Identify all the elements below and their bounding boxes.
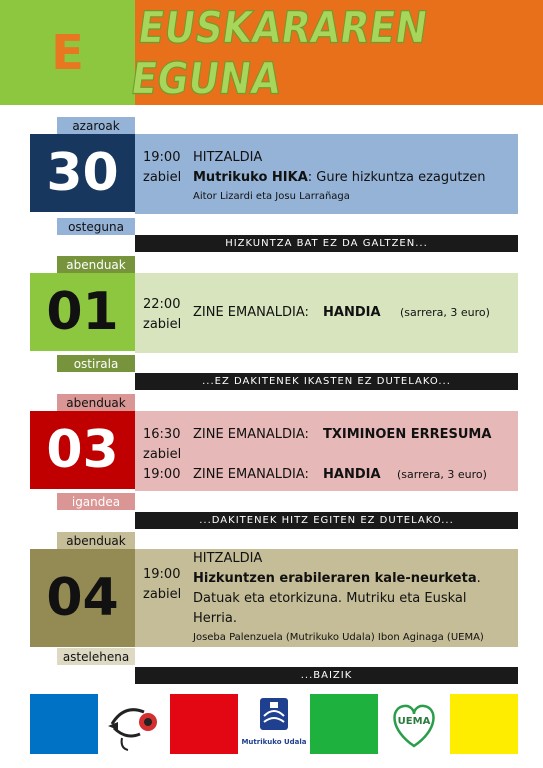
event-price: (sarrera, 3 euro) (397, 468, 487, 481)
slogan-bar: HIZKUNTZA BAT EZ DA GALTZEN... (135, 235, 518, 252)
slogan-bar: ...BAIZIK (135, 667, 518, 684)
event-panel (135, 549, 518, 647)
event-day: 04 (30, 549, 135, 647)
event-type: HITZALDIA (193, 551, 263, 566)
event-type: ZINE EMANALDIA: (193, 305, 309, 320)
event-title (193, 571, 481, 586)
event-place: zabiel (143, 447, 182, 462)
event-day: 30 (30, 134, 135, 212)
uema-label: UEMA (397, 716, 431, 727)
event-time-second: 19:00 (143, 467, 181, 482)
event-title (193, 170, 486, 185)
uema-heart-icon (384, 694, 444, 756)
event-type-second: ZINE EMANALDIA: (193, 467, 309, 482)
event-weekday: osteguna (57, 218, 135, 235)
event-time: 19:00 (143, 150, 181, 165)
event-type: HITZALDIA (193, 150, 263, 165)
footer-blue-square (30, 694, 98, 754)
event-time: 16:30 (143, 427, 181, 442)
event-description-line: Herria. (193, 611, 237, 626)
event-time: 22:00 (143, 297, 181, 312)
event-place: zabiel (143, 317, 182, 332)
event-film-second: HANDIA (323, 467, 381, 482)
event-panel (135, 134, 518, 214)
event-film: HANDIA (323, 305, 381, 320)
event-day: 03 (30, 411, 135, 489)
event-title-bold: Hizkuntzen erabileraren kale-neurketa (193, 571, 477, 586)
event-place: zabiel (143, 170, 182, 185)
header-letter: E (51, 24, 84, 81)
event-title-rest: : Gure hizkuntza ezagutzen (307, 170, 486, 185)
event-price: (sarrera, 3 euro) (400, 306, 490, 319)
slogan-bar: ...DAKITENEK HITZ EGITEN EZ DUTELAKO... (135, 512, 518, 529)
event-type: ZINE EMANALDIA: (193, 427, 309, 442)
event-month: abenduak (57, 532, 135, 549)
event-title-bold: Mutrikuko HIKA (193, 170, 308, 185)
event-month: azaroak (57, 117, 135, 134)
event-month: abenduak (57, 394, 135, 411)
footer-red-square (170, 694, 238, 754)
event-day: 01 (30, 273, 135, 351)
event-film: TXIMINOEN ERRESUMA (323, 427, 492, 442)
event-speakers: Joseba Palenzuela (Mutrikuko Udala) Ibon Aginaga (UEMA) (193, 632, 484, 643)
page-title: EUSKARAREN EGUNA (127, 1, 431, 104)
event-time: 19:00 (143, 567, 181, 582)
event-weekday: ostirala (57, 355, 135, 372)
event-description-line: Datuak eta etorkizuna. Mutriku eta Euskal (193, 591, 467, 606)
event-month: abenduak (57, 256, 135, 273)
event-place: zabiel (143, 587, 182, 602)
event-title-dot: . (476, 571, 481, 586)
footer-yellow-square (450, 694, 518, 754)
mutriku-shield-icon (241, 694, 307, 756)
event-panel (135, 411, 518, 491)
slogan-bar: ...EZ DAKITENEK IKASTEN EZ DUTELAKO... (135, 373, 518, 390)
event-weekday: astelehena (57, 648, 135, 665)
mutriku-label: Mutrikuko Udala (241, 738, 307, 746)
event-weekday: igandea (57, 493, 135, 510)
event-panel (135, 273, 518, 353)
event-speakers: Aitor Lizardi eta Josu Larrañaga (193, 191, 350, 202)
footer-green-square (310, 694, 378, 754)
bird-logo-icon (104, 694, 164, 756)
